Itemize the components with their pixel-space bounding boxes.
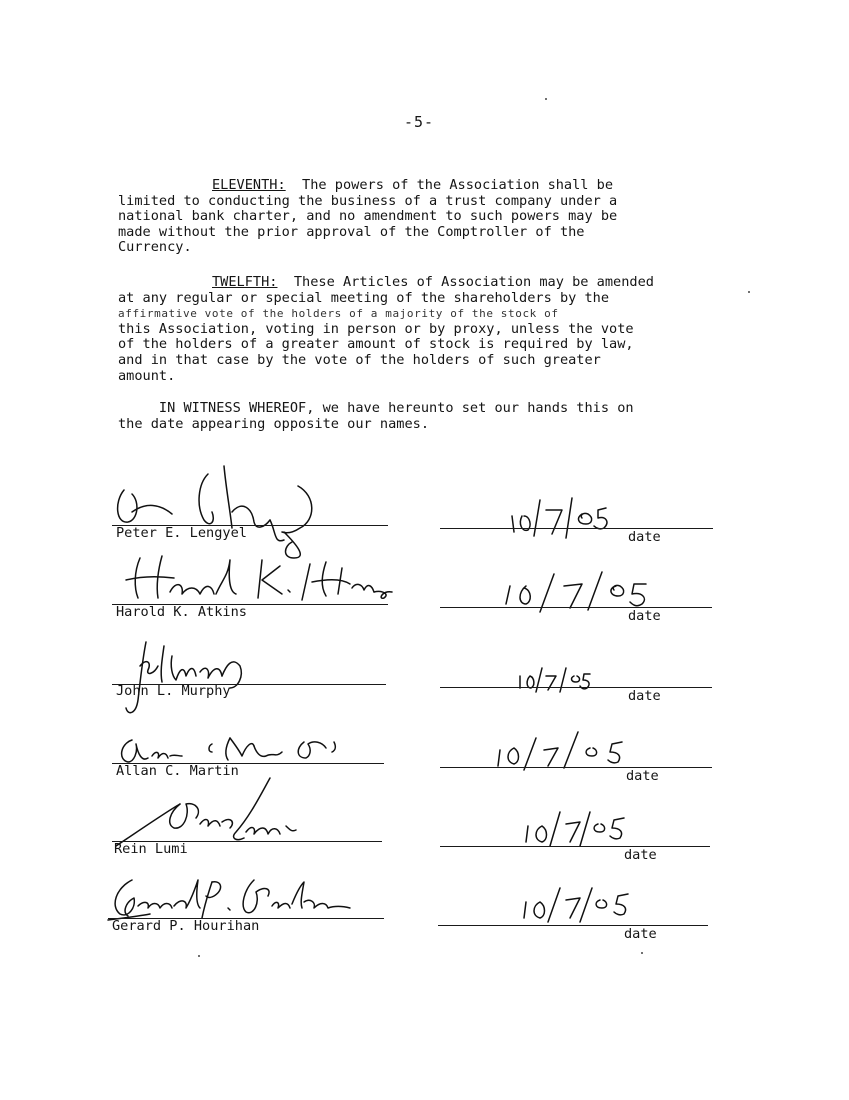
signature-handwriting [112,550,402,610]
eleventh-line: Currency. [118,239,192,256]
date-label: date [628,608,661,624]
twelfth-line: amount. [118,367,176,384]
twelfth-line: of the holders of a greater amount of stock is required by law, [118,336,634,353]
witness-line: the date appearing opposite our names. [118,415,429,432]
date-label: date [624,847,657,863]
date-label: date [628,688,661,704]
signature-handwriting [110,772,320,852]
eleventh-line: limited to conducting the business of a trust company under a [118,192,618,209]
scan-speck [641,952,643,954]
signature-handwriting [110,636,260,720]
page-number: -5- [404,113,435,131]
handwritten-date [494,726,634,772]
twelfth-line: at any regular or special meeting of the shareholders by the [118,289,610,306]
twelfth-line: These Articles of Association may be amended [277,274,654,290]
date-line [440,846,710,847]
handwritten-date [514,664,594,694]
signatory-name: Gerard P. Hourihan [112,918,260,934]
date-line [440,687,712,688]
date-label: date [628,529,661,545]
date-line [440,607,712,608]
scan-speck [545,98,547,100]
date-label: date [626,768,659,784]
article-eleventh [118,178,617,256]
signatory-name: Harold K. Atkins [116,604,247,620]
article-twelfth [118,275,654,384]
twelfth-line: affirmative vote of the holders of a majority of the stock of [118,307,559,321]
eleventh-line: The powers of the Association shall be [285,177,614,193]
handwritten-date [506,494,616,540]
twelfth-line: this Association, voting in person or by proxy, unless the vote [118,320,634,337]
scan-speck [198,955,200,957]
witness-line: IN WITNESS WHEREOF, we have hereunto set our hands this on [118,400,634,416]
signature-handwriting [112,462,332,562]
signatory-name: John L. Murphy [116,683,231,699]
scan-speck [748,291,750,293]
eleventh-heading: ELEVENTH: [212,177,286,193]
twelfth-heading: TWELFTH: [212,274,278,290]
handwritten-date [518,884,636,926]
eleventh-line: made without the prior approval of the Comptroller of the [118,223,585,240]
twelfth-line: and in that case by the vote of the holders of such greater [118,351,601,368]
date-label: date [624,926,657,942]
date-line [438,925,708,926]
witness-clause [118,401,634,432]
date-line [440,767,712,768]
handwritten-date [520,808,630,850]
signatory-name: Rein Lumi [114,841,188,857]
date-line [440,528,713,529]
signatory-name: Allan C. Martin [116,763,239,779]
eleventh-line: national bank charter, and no amendment to such powers may be [118,208,618,225]
signatory-name: Peter E. Lengyel [116,525,247,541]
